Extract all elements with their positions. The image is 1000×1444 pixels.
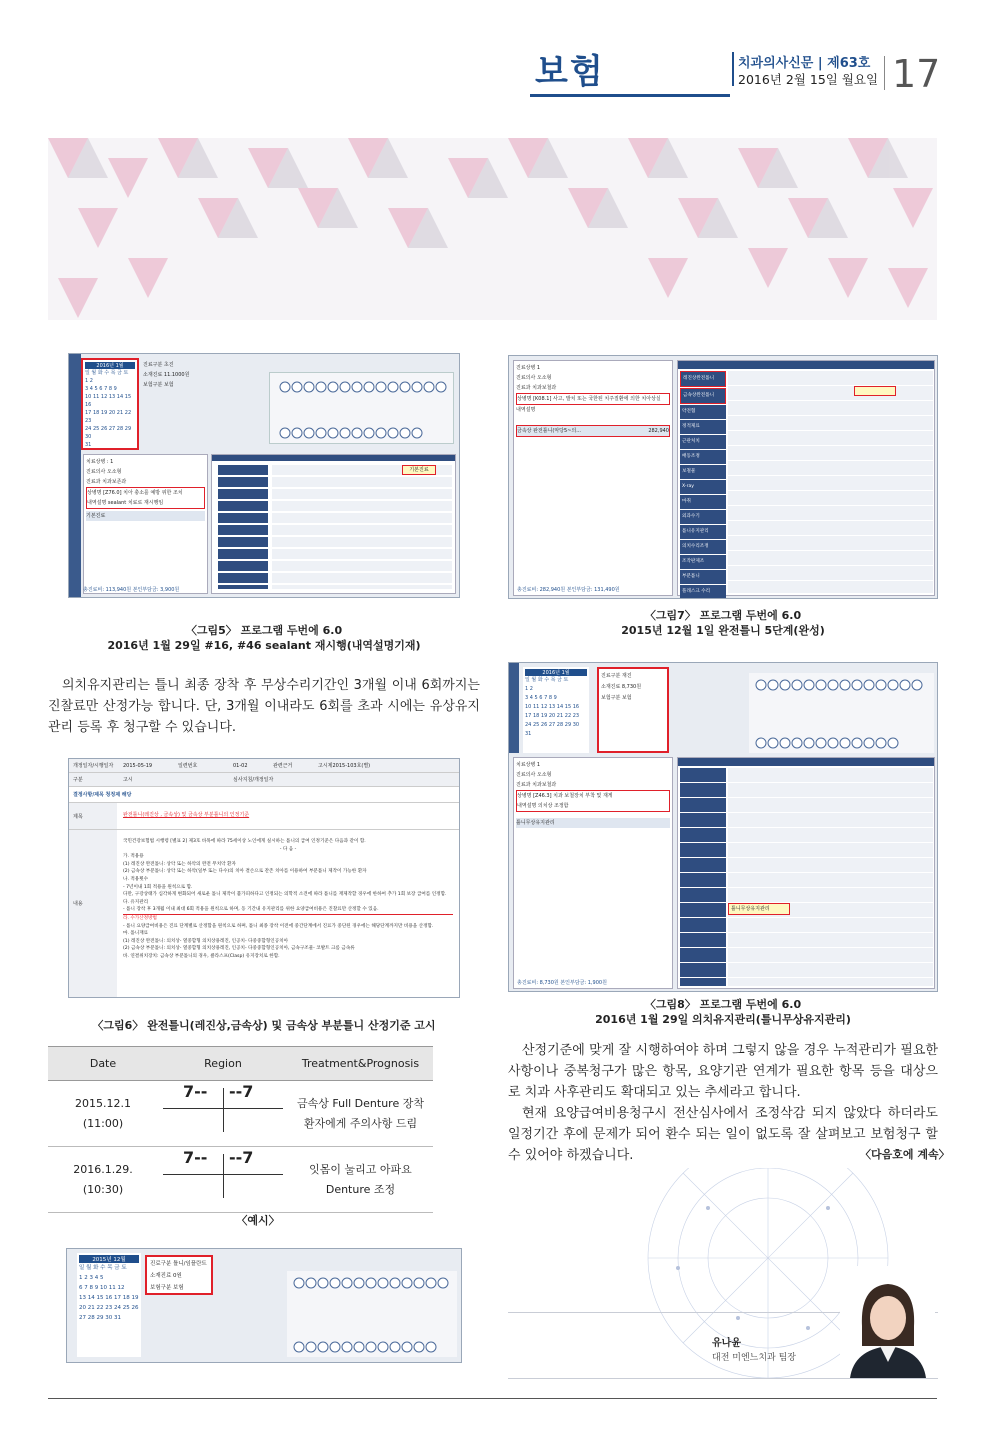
tooth-region-cross: 7-- --7	[163, 1152, 283, 1200]
treatment-row: 틀니무상유지관리	[516, 818, 670, 828]
description-field: 내역설명 sealant 치료로 재시행임	[87, 500, 164, 506]
figure8-caption-line1: 〈그림8〉 프로그램 두번에 6.0	[644, 998, 802, 1011]
header-underline	[530, 94, 730, 97]
doc-highlight-line: - 틀니 장착 후 3개월 이내 최대 6회 적용을 원칙으로 하며, 동 기간내 유지관리를 위한 요양급여비용은 진찰료만 산정할 수 있음.	[123, 906, 453, 915]
figure8-visit-info	[597, 667, 669, 753]
diagnosis-field: 상병명 [Z76.0] 치아 충소를 예방 위한 조치	[87, 490, 183, 496]
diagnosis-count: 치료상병 : 1	[86, 459, 114, 465]
visit-type: 진료구분 재진	[601, 673, 632, 679]
figure9-calendar: 2015년 12월 일 월 화 수 목 금 토 1 2 3 4 5 6 7 8 9 10 11 12 13 14 15 16 17 18 19 20 21 22 23 24 25 26 27 28 29 30 31	[77, 1253, 141, 1357]
visit-type: 진료구분 틀니/임플란트	[150, 1261, 207, 1267]
visit-type: 진료구분 초진	[143, 362, 174, 368]
doc-title-value: 완전틀니(레진상 , 금속상) 및 금속상 부분틀니의 인정기준	[123, 812, 250, 818]
visit-fee: 소재진료 0원	[150, 1273, 182, 1279]
diagnosis-field: 상병명 [K08.1] 사고, 발치 또는 국한된 치주질환에 의한 치아상실	[516, 393, 670, 405]
figure9-screenshot	[66, 1248, 462, 1363]
header-divider	[732, 52, 734, 86]
diagnosis-count: 치료상병 1	[516, 762, 541, 768]
tooth-region-cross: 7-- --7	[163, 1086, 283, 1134]
selected-code: 기본진료	[402, 465, 436, 475]
issue-date: 2016년 2월 15일 월요일	[738, 72, 879, 87]
decorative-banner	[48, 138, 937, 320]
doc-row1: 개정일자/시행일자 2015-05-19 일련번호 01-02 관련근거 고시제2015-103호(별)	[69, 759, 459, 773]
doc-content-text: 국민건강보험법 시행령 [별표 2] 제3호 바목에 따라 75세이상 노인에게 실시하는 틀니의 급여 인정기준은 다음과 같이 함. - 다 음 - 가. 적용용 (1) 레진상 완전틀니: 상악 또는 하악의 완전 무치악 환자 (2) 금속상 부분틀니: 상악 또는 하악(일부 또는 다수)의 치아 결손으로 잔존 치아를 이용하여 부분틀니 제작이 가능한 환자 나. 적용횟수 - 7년이내 1회 적용을 원칙으로 함. 다만, 구강상태가 심각하게 변화되어 새로운 틀니 제작이 불가피하다고 인정되는 의학적 소견에 따라 틀니를 재제작할 경우에 한하여 추가 1회 보장 급여를 인정함. 다. 유지관리 - 틀니 장착 후 3개월 이내 최대 6회 적용을 원칙으로 하며, 동 기간내 유지관리를 위한 요양급여비용은 진찰료만 산정할 수 있음. 라. 수가산정방법 - 틀니 요양급여비용은 진료 단계별로 산정함을 원칙으로 하며, 틀니 최종 장착 이전에 중간단계에서 진료가 중단된 경우에는 해당단계까지만 비용을 산정함. 마. 틀니재료 (1) 레진상 완전틀니: 의치상- 열중합형 의치상용레진, 인공치- 다중중합형인공치아 (2) 금속상 부분틀니: 의치상- 열중합형 의치상용레진, 인공치- 다중중합형인공치아, 금속구조물- 코발트 크롬 금속류 바. 연결위치장치: 금속상 부분틀니의 경우, 클라스프(Clasp) 유지장치로 한함.	[117, 830, 459, 998]
category-list	[680, 768, 726, 986]
figure7-left-panel	[513, 360, 673, 596]
figure6-notice-document	[68, 758, 460, 998]
treatment-row: 금속상 완전틀니(악당5~의... 282,940	[516, 425, 670, 437]
col-region: Region	[158, 1047, 288, 1081]
triangle-pattern-graphic	[48, 138, 937, 320]
figure7-caption	[508, 608, 938, 638]
description-field: 내역설명 의치상 조정함	[517, 803, 569, 809]
code-list	[272, 465, 452, 589]
figure8-left-panel	[513, 757, 673, 989]
figure7-screenshot	[508, 355, 938, 599]
figure8-caption	[508, 997, 938, 1027]
figure6-caption: 〈그림6〉 완전틀니(레진상,금속상) 및 금속상 부분틀니 산정기준 고시	[92, 1019, 436, 1032]
figure8-caption-line2: 2016년 1월 29일 의치유지관리(틀니무상유지관리)	[595, 1013, 851, 1026]
figure5-calendar: 2016년 1월 일 월 화 수 목 금 토 1 2 3 4 5 6 7 8 9 10 11 12 13 14 15 16 17 18 19 20 21 22 23 24 25 26 27 28 29 30 31	[81, 358, 139, 450]
doc-content-row: 내용 국민건강보험법 시행령 [별표 2] 제3호 바목에 따라 75세이상 노인에게 실시하는 틀니의 급여 인정기준은 다음과 같이 함. - 다 음 - 가. 적용용 (1) 레진상 완전틀니: 상악 또는 하악의 완전 무치악 환자 (2) 금속상 부분틀니: 상악 또는 하악(일부 또는 다수)의 치아 결손으로 잔존 치아를 이용하여 부분틀니 제작이 가능한 환자 나. 적용횟수 - 7년이내 1회 적용을 원칙으로 함. 다만, 구강상태가 심각하게 변화되어 새로운 틀니 제작이 불가피하다고 인정되는 의학적 소견에 따라 틀니를 재제작할 경우에 한하여 추가 1회 보장 급여를 인정함. 다. 유지관리 - 틀니 장착 후 3개월 이내 최대 6회 적용을 원칙으로 하며, 동 기간내 유지관리를 위한 요양급여비용은 진찰료만 산정할 수 있음. 라. 수가산정방법 - 틀니 요양급여비용은 진료 단계별로 산정함을 원칙으로 하며, 틀니 최종 장착 이전에 중간단계에서 진료가 중단된 경우에는 해당단계까지만 비용을 산정함. 마. 틀니재료 (1) 레진상 완전틀니: 의치상- 열중합형 의치상용레진, 인공치- 다중중합형인공치아 (2) 금속상 부분틀니: 의치상- 열중합형 의치상용레진, 인공치- 다중중합형인공치아, 금속구조물- 코발트 크롬 금속류 바. 연결위치장치: 금속상 부분틀니의 경우, 클라스프(Clasp) 유지장치로 한함.	[69, 830, 459, 998]
figure7-total: 총진료비: 282,940원 본인부담금: 131,490원	[517, 587, 620, 593]
insurance-type: 보험구분 보험	[601, 695, 632, 701]
figure9-tooth-chart	[287, 1271, 457, 1357]
example-caption: 〈예시〉	[236, 1214, 280, 1227]
diagnosis-field: 상병명 [Z46.3] 치과 보철장치 부착 및 재게	[517, 793, 613, 799]
department-field: 진료과 치과보철과	[516, 385, 557, 391]
figure5-sidebar	[69, 354, 81, 598]
figure5-caption	[68, 623, 460, 653]
tooth-chart-graphic	[287, 1271, 457, 1357]
figure5-left-panel	[83, 454, 208, 594]
code-list	[728, 768, 933, 986]
calendar-month: 2015년 12월	[79, 1255, 139, 1263]
visit-fee: 소재진료 8,730원	[601, 684, 642, 690]
figure9-visit-info	[145, 1255, 213, 1295]
calendar-month: 2016년 1월	[85, 362, 135, 369]
col-treatment: Treatment&Prognosis	[288, 1047, 433, 1081]
figure8-screenshot	[508, 662, 938, 992]
table-row: 2016.1.29. (10:30) 7-- --7 잇몸이 눌리고 아파요 Denture 조정	[48, 1147, 433, 1213]
page-divider	[884, 56, 885, 90]
code-list	[728, 371, 933, 593]
figure5-caption-line2: 2016년 1월 29일 #16, #46 sealant 재시행(내역설명기재)	[107, 639, 421, 652]
paragraph-claims: 현재 요양급여비용청구시 전산심사에서 조정삭감 되지 않았다 하더라도 일정기간 후에 문제가 되어 환수 되는 일이 없도록 잘 살펴보고 보험청구 할 수 있어야 하겠습니다.	[508, 1106, 938, 1163]
continued-next-issue: 〈다음호에 계속〉	[860, 1148, 950, 1161]
figure7-caption-line1: 〈그림7〉 프로그램 두번에 6.0	[644, 609, 802, 622]
page-bottom-rule	[48, 1398, 937, 1399]
doctor-field: 진료의사 오소형	[516, 772, 552, 778]
figure8-calendar: 2016년 1월 일 월 화 수 목 금 토 1 2 3 4 5 6 7 8 9 10 11 12 13 14 15 16 17 18 19 20 21 22 23 24 25 26 27 28 29 30 31	[523, 667, 589, 753]
doc-row2: 구분 고시 심사지침/개정일자	[69, 773, 459, 787]
highlighted-fields	[86, 487, 205, 509]
diagnosis-count: 진료상병 1	[516, 365, 541, 371]
author-photo	[840, 1266, 935, 1378]
visit-fee: 소재진료 11.1000원	[143, 372, 190, 378]
figure5-screenshot	[68, 353, 460, 598]
doctor-field: 진료의사 오소형	[86, 469, 122, 475]
description-field: 내역설명	[516, 407, 536, 413]
example-chart-table	[48, 1046, 433, 1213]
col-date: Date	[48, 1047, 158, 1081]
figure5-caption-line1: 〈그림5〉 프로그램 두번에 6.0	[185, 624, 343, 637]
figure8-code-grid	[677, 757, 935, 989]
insurance-type: 보험구분 보험	[150, 1285, 184, 1291]
category-list: 레진상완전틀니 금속상완전틀니 약전협 정적제료 근관처치 배동조정 보철물 X-ray 마취 외과수기 틀니유지관리 의치수리조정 조작판제조 부분틀니 플래스크 수리	[680, 371, 726, 599]
author-name: 유나윤	[712, 1338, 741, 1349]
figure7-caption-line2: 2015년 12월 1일 완전틀니 5단계(완성)	[621, 624, 825, 637]
highlighted-fields	[516, 790, 670, 812]
tooth-chart-graphic	[270, 373, 455, 445]
author-affiliation: 대전 미엔느치과 팀장	[712, 1353, 796, 1363]
doctor-field: 진료의사 오소형	[516, 375, 552, 381]
department-field: 진료과 치과보존과	[86, 479, 127, 485]
figure5-total: 총진료비: 113,940원 본인부담금: 3,900원	[83, 587, 180, 593]
treatment-row: 기본진료	[86, 511, 205, 521]
tooth-chart-graphic	[749, 673, 934, 753]
figure8-sidebar	[509, 663, 519, 753]
selected-code-box	[854, 386, 896, 396]
doc-section-title: 결정사항/제목 청정제 해당	[73, 792, 132, 798]
author-divider-bottom	[508, 1378, 938, 1379]
figure5-code-grid	[211, 454, 456, 594]
section-title: 보험	[535, 52, 605, 92]
insurance-type: 보험구분 보험	[143, 382, 174, 388]
selected-code: 틀니무상유지관리	[728, 903, 790, 915]
doc-title-row: 제목 완전틀니(레진상 , 금속상) 및 금속상 부분틀니의 인정기준	[69, 802, 459, 830]
newspaper-name: 치과의사신문 | 제63호	[738, 56, 871, 71]
figure7-code-grid	[677, 360, 935, 596]
page-number: 17	[892, 52, 941, 96]
figure8-total: 총진료비: 8,730원 본인부담금: 1,900원	[517, 980, 607, 986]
paragraph-criteria: 산정기준에 맞게 잘 시행하여야 하며 그렇지 않을 경우 누적관리가 필요한 사항이나 중복청구가 많은 항목, 요양기관 연계가 필요한 항목 등을 대상으로 치과 사후관리도 확대되고 있는 추세라고 합니다.	[508, 1043, 938, 1100]
department-field: 진료과 치과보철과	[516, 782, 557, 788]
table-row: 2015.12.1 (11:00) 7-- --7 금속상 Full Denture 장착 환자에게 주의사항 드림	[48, 1081, 433, 1147]
category-list	[218, 465, 268, 589]
paragraph-maintenance: 의치유지관리는 틀니 최종 장착 후 무상수리기간인 3개월 이내 6회까지는 진찰료만 산정가능 합니다. 단, 3개월 이내라도 6회를 초과 시에는 유상유지관리 등록 후 청구할 수 있습니다.	[48, 678, 480, 735]
figure5-visit-info	[143, 360, 203, 390]
figure8-tooth-chart	[749, 673, 934, 753]
figure5-tooth-chart	[269, 372, 454, 444]
calendar-month: 2016년 1월	[525, 669, 587, 676]
